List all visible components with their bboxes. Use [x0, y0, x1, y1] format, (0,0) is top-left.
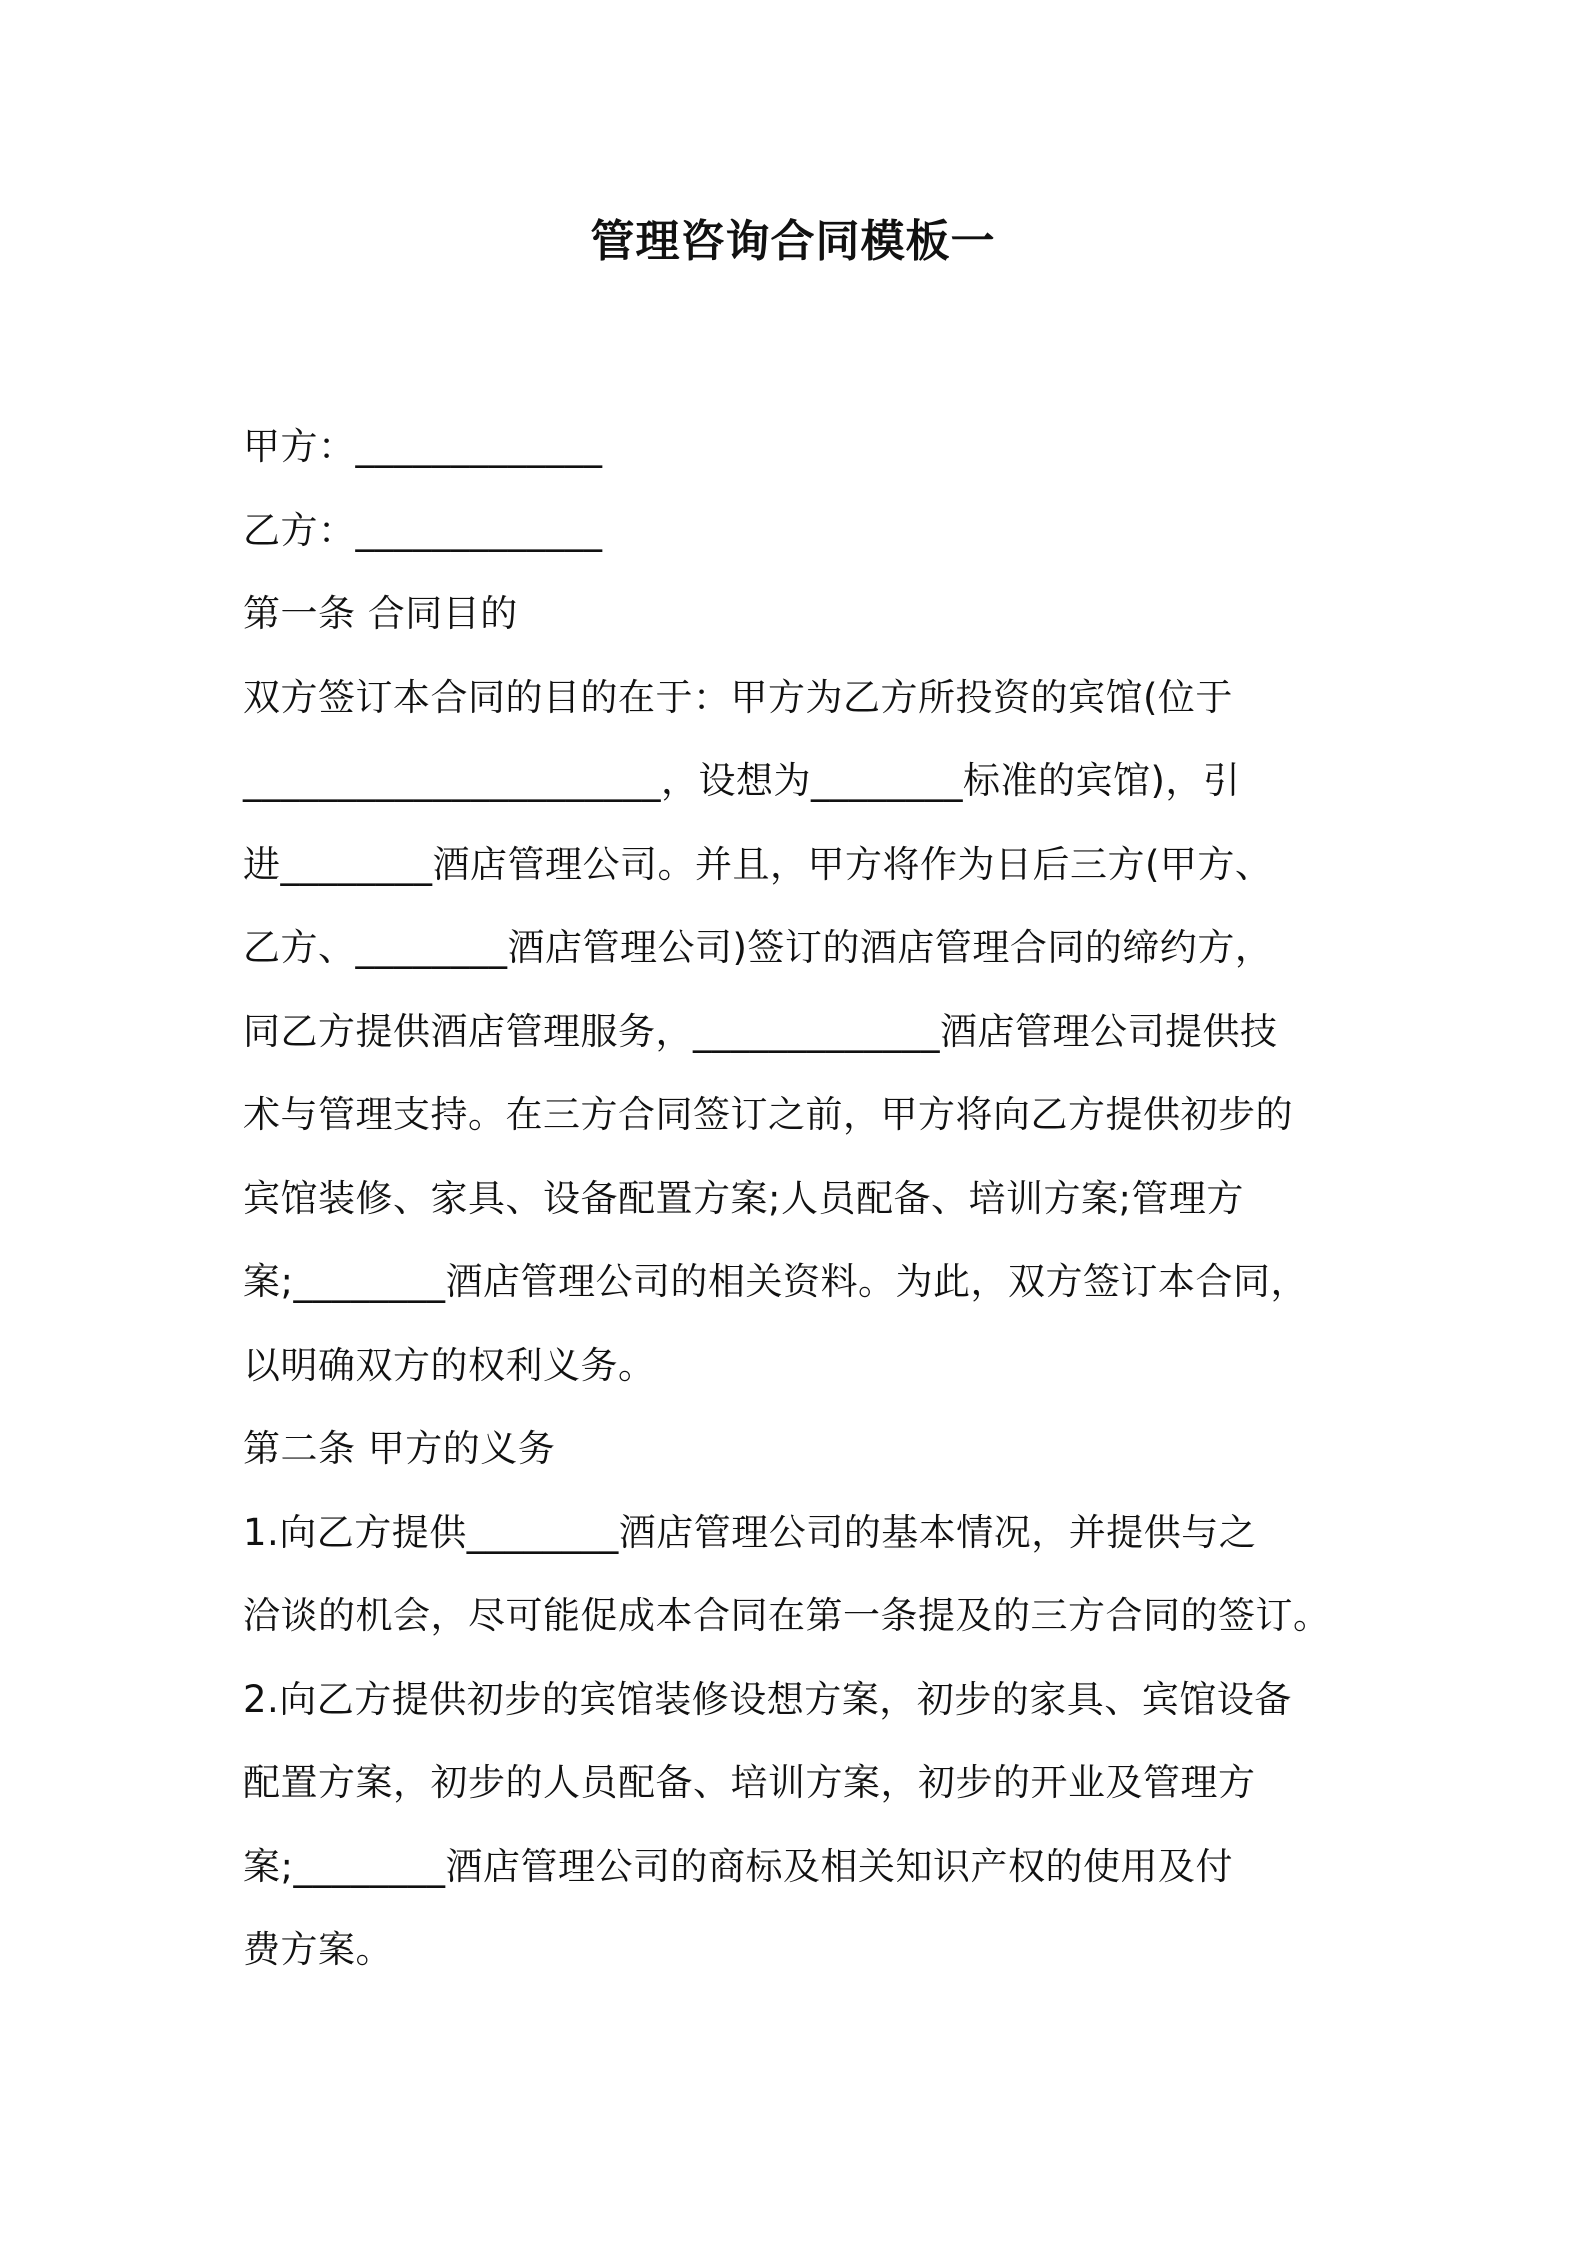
article-1-text-line: 双方签订本合同的目的在于：甲方为乙方所投资的宾馆(位于: [243, 675, 1233, 719]
article-1-text-line: 术与管理支持。在三方合同签订之前，甲方将向乙方提供初步的: [243, 1093, 1293, 1136]
article-1-text-line: 以明确双方的权利义务。: [243, 1343, 656, 1387]
article-2-text-line: 费方案。: [243, 1928, 393, 1971]
document-title: 管理咨询合同模板一: [590, 216, 996, 267]
article-2-heading: 第二条 甲方的义务: [243, 1427, 556, 1470]
article-1-heading: 第一条 合同目的: [243, 592, 518, 635]
document-body: [243, 405, 1363, 1992]
article-1-text-line: 乙方、________酒店管理公司)签订的酒店管理合同的缔约方，: [243, 926, 1273, 969]
article-2-text-line: 配置方案，初步的人员配备、培训方案，初步的开业及管理方: [243, 1761, 1256, 1804]
article-1-text-line: 同乙方提供酒店管理服务，_____________酒店管理公司提供技: [243, 1009, 1278, 1053]
article-1-text-line: ______________________，设想为________标准的宾馆)，引: [243, 759, 1241, 802]
article-2-text-line: 案;________酒店管理公司的商标及相关知识产权的使用及付: [243, 1844, 1233, 1888]
article-1-text-line: 进________酒店管理公司。并且，甲方将作为日后三方(甲方、: [243, 842, 1273, 886]
article-2-text-line: 洽谈的机会，尽可能促成本合同在第一条提及的三方合同的签订。: [243, 1594, 1331, 1637]
party-a-line: 甲方：_____________: [243, 425, 603, 468]
article-1-text-line: 宾馆装修、家具、设备配置方案;人员配备、培训方案;管理方: [243, 1176, 1244, 1220]
article-1-text-line: 案;________酒店管理公司的相关资料。为此，双方签订本合同，: [243, 1260, 1308, 1303]
party-b-line: 乙方：_____________: [243, 508, 603, 552]
article-2-text-line: 1.向乙方提供________酒店管理公司的基本情况，并提供与之: [243, 1510, 1257, 1554]
article-2-text-line: 2.向乙方提供初步的宾馆装修设想方案，初步的家具、宾馆设备: [243, 1677, 1292, 1721]
